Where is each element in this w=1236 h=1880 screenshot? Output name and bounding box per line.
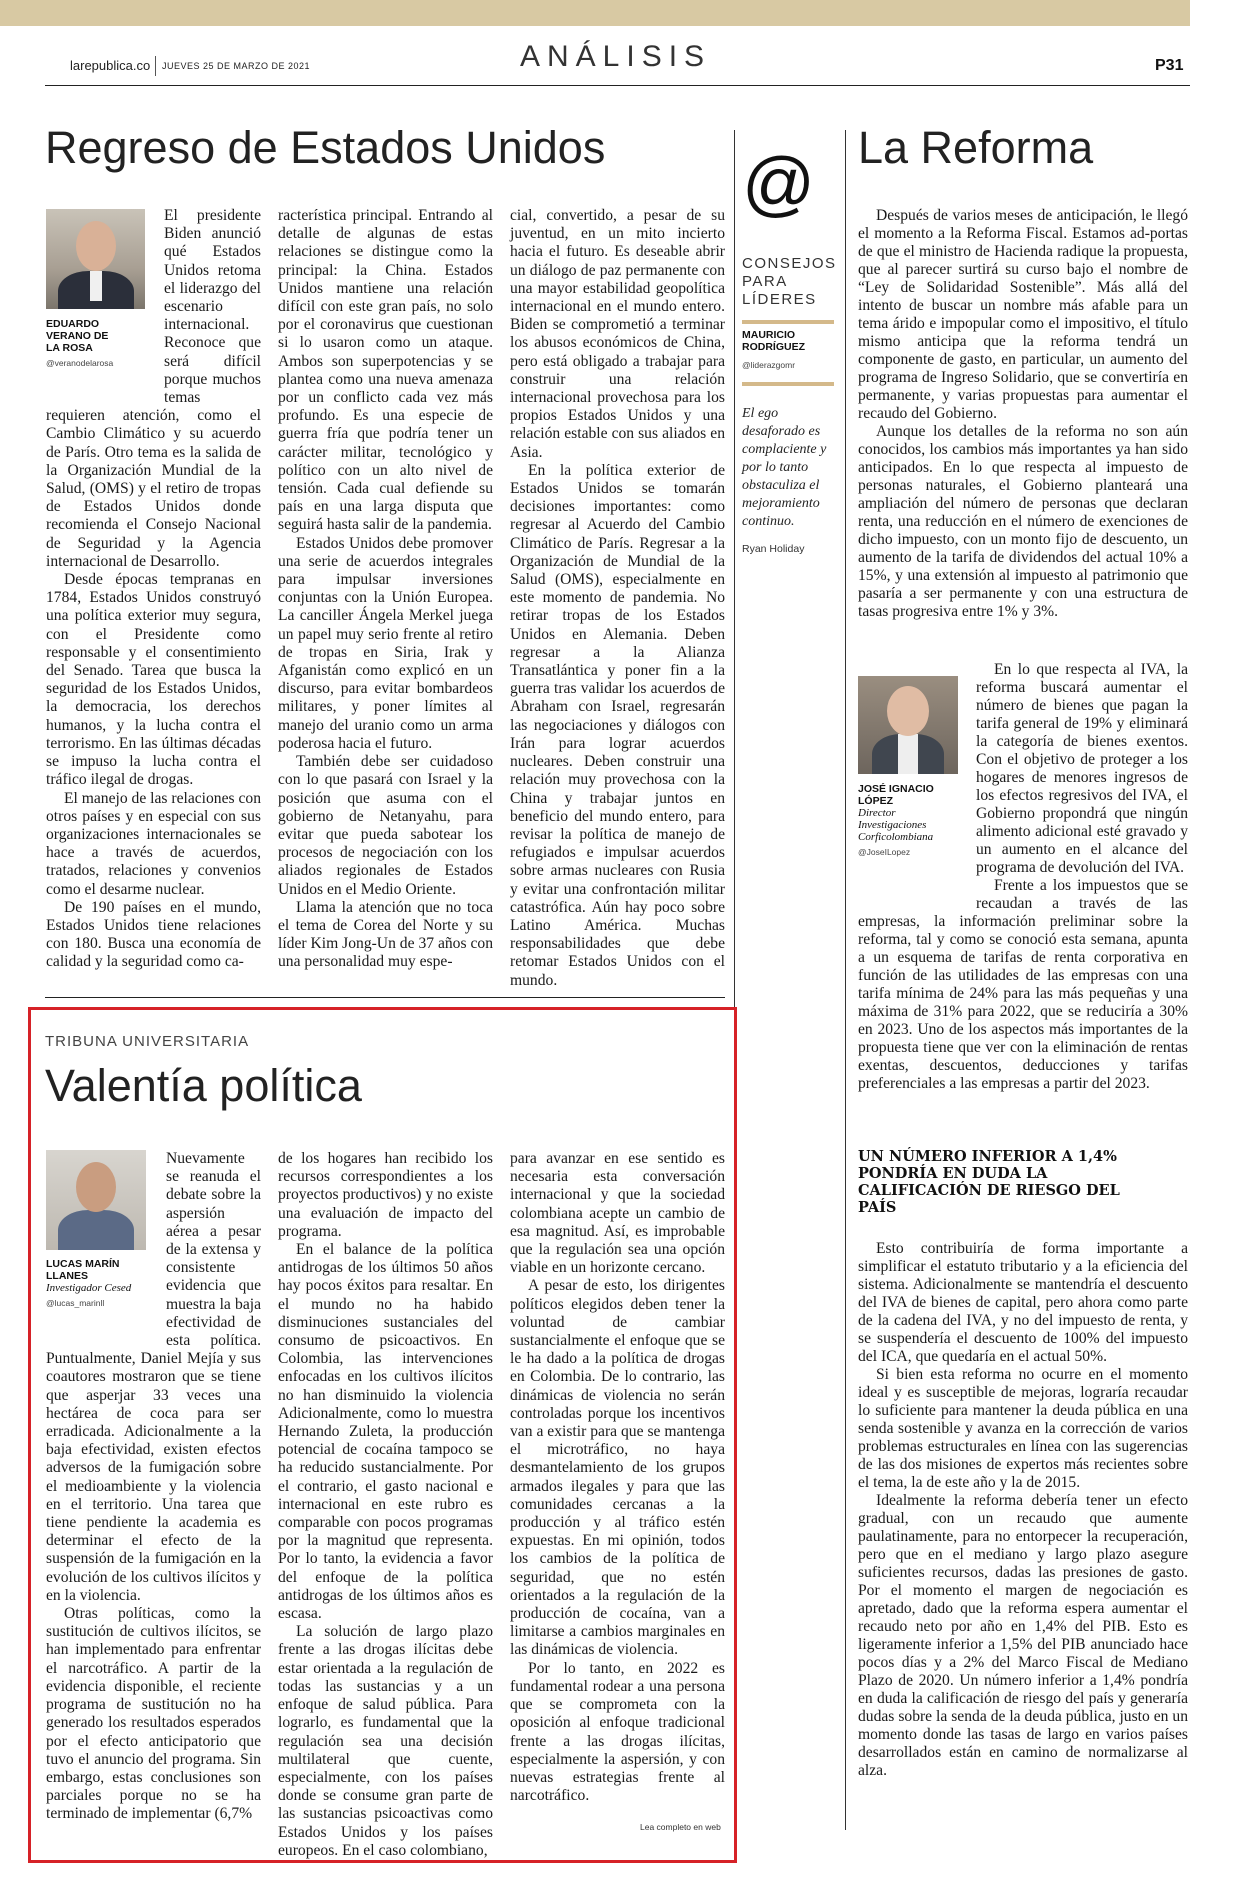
author-role: Corficolombiana: [858, 831, 934, 843]
header-rule: [45, 85, 1190, 86]
publication-date: JUEVES 25 DE MARZO DE 2021: [162, 61, 311, 71]
article-divider: [45, 997, 725, 998]
paragraph: cial, convertido, a pesar de su juventud, en un mito incierto hacia el futuro. Es deseable abrir un diálogo de paz permanente con una mayor estabilidad geopolítica internacional en el mundo entero. Biden se comprometió a terminar los abusos económicos de China, pero está obligado a trabajar para construir una relación internacional provechosa para los propios Estados Unidos y una relación estable con sus aliados en Asia.: [510, 207, 725, 461]
paragraph: de los hogares han recibido los recursos correspondientes a los proyectos productivos) y no existe una evaluación de impacto del programa.: [278, 1150, 493, 1240]
article1-column-1: [46, 207, 261, 972]
sidebar-author-line: RODRÍGUEZ: [742, 341, 805, 353]
sidebar-label-line: LÍDERES: [742, 291, 817, 308]
author-role: Investigaciones: [858, 819, 927, 831]
sidebar-author: [742, 329, 805, 353]
paragraph: Desde épocas tempranas en 1784, Estados Unidos construyó una política exterior muy segura, con el Presidente como responsable y el consentimiento del Senado. Tarea que busca la seguridad de los Estados Unidos, la democracia, los derechos humanos, y la lucha contra el terrorismo. En las últimas décadas se impuso la lucha contra el tráfico ilegal de drogas.: [46, 571, 261, 789]
paragraph: En el balance de la política antidrogas de los últimos 50 años hay pocos éxitos para resaltar. En el mundo no ha habido disminuciones sustanciales del consumo de psicoactivos. En Colombia, las intervenciones enfocadas en los cultivos ilícitos no han disminuido la violencia Adicionalmente, como lo muestra Hernando Zuleta, la producción potencial de cocaína tampoco se ha reducido sustancialmente. Por el contrario, el gasto nacional e internacional en este rubro es comparable con pocos programas por la magnitud que representa. Por lo tanto, la evidencia a favor del enfoque de la política antidrogas de los últimos años es escasa.: [278, 1241, 493, 1623]
paragraph: para avanzar en ese sentido es necesaria esta conversación internacional y que la sociedad colombiana acepte un cambio de esa magnitud. Así, es improbable que la regulación sea una opción viable en un horizonte cercano.: [510, 1150, 725, 1277]
paragraph: En lo que respecta al IVA, la reforma buscará aumentar el número de bienes que pagan la tarifa general de 19% y eliminará la categoría de bienes exentos. Con el objetivo de proteger a los hogares de menores ingresos de los efectos regresivos del IVA, el Gobierno propondrá que ningún alimento adicional esté gravado y un aumento en el alcance del programa de devolución del IVA.: [976, 661, 1188, 876]
sidebar-label-line: PARA: [742, 273, 788, 290]
article-kicker: TRIBUNA UNIVERSITARIA: [45, 1033, 250, 1050]
section-title: ANÁLISIS: [520, 40, 712, 73]
author-handle: @lucas_marinll: [46, 1298, 105, 1308]
author-name-line: LA ROSA: [46, 342, 93, 354]
paragraph: Llama la atención que no toca el tema de Corea del Norte y su líder Kim Jong-Un de 37 años con una personalidad muy espe-: [278, 898, 493, 971]
header-separator: [155, 56, 156, 76]
sidebar-gold-rule: [742, 382, 834, 386]
paragraph: Esto contribuiría de forma importante a simplificar el estatuto tributario y a la eficiencia del sistema. Adicionalmente se mantendría el descuento del IVA de bienes de capital, pero ahora como parte de la cadena del IVA, y no del impuesto de renta, y se suspendería el descuento de 100% del impuesto del ICA, que quedaría en el actual 50%.: [858, 1240, 1188, 1365]
sidebar-gold-rule: [742, 320, 834, 324]
sidebar-handle: @liderazgomr: [742, 360, 796, 370]
article2-body-bottom: [858, 1240, 1188, 1780]
article2-subhead: UN NÚMERO INFERIOR A 1,4% PONDRÍA EN DUDA LA CALIFICACIÓN DE RIESGO DEL PAÍS: [858, 1148, 1120, 1216]
author-name-line: VERANO DE: [46, 330, 109, 342]
author-name-line: JOSÉ IGNACIO: [858, 783, 934, 795]
paragraph: Después de varios meses de anticipación, le llegó el momento a la Reforma Fiscal. Estamos ad-portas de que el ministro de Hacienda radique la propuesta, que al parecer surtirá su curso bajo el nombre de “Ley de Solidaridad Sostenible”. Más allá del intento de buscar un nombre más afable para un tema árido e impopular como el impositivo, el título mismo anticipa que la reforma tendrá un componente de gasto, en particular, un aumento del programa de Ingreso Solidario, que se convertiría en permanente, y varias propuestas para aumentar el recaudo del Gobierno.: [858, 207, 1188, 422]
paragraph: De 190 países en el mundo, Estados Unidos tiene relaciones con 180. Busca una economía de calidad y la seguridad como ca-: [46, 898, 261, 971]
paragraph: La solución de largo plazo frente a las drogas ilícitas debe estar orientada a la regulación de todas las sustancias y a un enfoque de salud pública. Para lograrlo, es fundamental que la regulación sea una decisión multilateral que cuente, especialmente, con los países donde se consume gran parte de las sustancias psicoactivas como Estados Unidos y los países europeos. En el caso colombiano,: [278, 1623, 493, 1859]
paragraph: Frente a los impuestos que se recaudan a través de las empresas, la información preliminar sobre la reforma, tal y como se conoció esta semana, apunta a un esquema de tarifas de renta corporativa en función de las utilidades de las empresas con una tarifa mínima de 24% para las más pequeñas y una máxima de 31% para 2022, que se reduciría a 30% en 2023. Uno de los aspectos más importantes de la propuesta tiene que ver con la eliminación de rentas exentas, descuentos, deducciones y tarifas preferenciales a las empresas a partir del 2023.: [858, 877, 1188, 1092]
paragraph: El presidente Biden anunció qué Estados Unidos retoma el liderazgo del escenario internacional. Reconoce que será difícil porque muchos temas requieren atención, como el Cambio Climático y su acuerdo de París. Otro tema es la salida de la Organización Mundial de la Salud, (OMS) y el retiro de tropas de Estados Unidos donde recomienda el Consejo Nacional de Seguridad y la Agencia internacional de Desarrollo.: [46, 207, 261, 570]
paragraph: Estados Unidos debe promover una serie de acuerdos integrales para impulsar inversiones conjuntas con la Unión Europea. La canciller Ángela Merkel juega un papel muy serio frente al retiro de tropas en Siria, Irak y Afganistán como explicó en un discurso, para evitar bombardeos militares, y poner límites al manejo del uranio como un arma poderosa hacia el futuro.: [278, 534, 493, 752]
paragraph: Por lo tanto, en 2022 es fundamental rodear a una persona que se comprometa con la oposición al enfoque tradicional frente a las drogas ilícitas, especialmente la aspersión, y con nuevas estrategias frente al narcotráfico.: [510, 1659, 725, 1805]
paragraph: Aunque los detalles de la reforma no son aún conocidos, los cambios más importantes ya han sido anticipados. En lo que respecta al impuesto de personas naturales, el Gobierno planteará una ampliación del número de personas que declaran renta, una reducción en el número de exenciones de dicho impuesto, con un monto fijo de descuento, un aumento de la tarifa de dividendos del actual 10% a 15%, y una extensión al impuesto al patrimonio que pasaría a ser permanente y con una estructura de tasas progresiva entre 1% y 3%.: [858, 423, 1188, 620]
article-title-reforma: La Reforma: [858, 122, 1094, 173]
author-name-line: LÓPEZ: [858, 795, 894, 807]
site-name: larepublica.co: [70, 58, 151, 73]
article2-body-mid: [858, 661, 1188, 1093]
paragraph: Otras políticas, como la sustitución de cultivos ilícitos, se han implementado para enfrentar el narcotráfico. A partir de la evidencia disponible, el reciente programa de sustitución no ha generado los resultados esperados por el efecto anticipatorio que tuvo el anuncio del programa. Sin embargo, estas conclusiones son parciales porque no se ha terminado de implementar (6,7%: [46, 1605, 261, 1823]
author-role: Investigador Cesed: [46, 1282, 132, 1294]
paragraph: Nuevamente se reanuda el debate sobre la aspersión aérea a pesar de la extensa y consistente evidencia que muestra la baja efectividad de esta política. Puntualmente, Daniel Mejía y sus coautores mostraron que se tiene que asperjar 33 veces una hectárea de coca para ser erradicada. Adicionalmente a la baja efectividad, existen efectos adversos de la fumigación sobre el medioambiente y la violencia en el territorio. Una tarea que tiene pendiente la academia es determinar el efecto de la suspensión de la fumigación en la evolución de los cultivos ilícitos y en la violencia.: [46, 1150, 261, 1604]
read-more-link[interactable]: Lea completo en web: [640, 1822, 721, 1832]
article3-column-3: [510, 1150, 725, 1805]
paragraph: racterística principal. Entrando al detalle de algunas de estas relaciones se distingue como la principal: la China. Estados Unidos mantiene una relación difícil con este gran país, no solo por el coronavirus que cuestionan si lo usaron como un ataque. Ambos son superpotencias y se plantea como una nueva amenaza por un conflicto cada vez más profundo. Es una especie de guerra fría que podría tener un carácter militar, tecnológico y político con un alto nivel de tensión. Cada cual defiende su país en una larga disputa que seguirá hasta salir de la pandemia.: [278, 207, 493, 534]
sidebar-quote: El ego desaforado es complaciente y por lo tanto obstaculiza el mejoramiento continuo.: [742, 406, 827, 529]
article3-column-2: [278, 1150, 493, 1860]
author-handle: @veranodelarosa: [46, 358, 114, 368]
author-name-line: EDUARDO: [46, 318, 100, 330]
article2-body-top: [858, 207, 1188, 621]
article1-column-2: [278, 207, 493, 972]
article3-column-1: [46, 1150, 261, 1824]
paragraph: Idealmente la reforma debería tener un efecto gradual, con un recaudo que aumente paulatinamente, para no entorpecer la recuperación, pero que en el mediano y largo plazo asegure suficientes recursos, dadas las presiones de gasto. Por el momento el margen de negociación es apretado, dado que la reforma espera aumentar el recaudo neto por año en 1,4% del PIB. Esto es ligeramente inferior a 1,5% del PIB anunciado hace pocos días y a 2% del Marco Fiscal de Mediano Plazo de 2020. Un número inferior a 1,4% pondría en duda la calificación de riesgo del país y generaría dudas sobre la senda de la deuda pública, justo en un momento donde las tasas de largo en varios países desarrollados están en camino de normalizarse al alza.: [858, 1492, 1188, 1779]
author-role: Director: [858, 807, 896, 819]
article-title-regreso: Regreso de Estados Unidos: [45, 122, 606, 173]
article1-column-3: [510, 207, 725, 990]
sidebar-label-line: CONSEJOS: [742, 255, 837, 272]
at-symbol-icon: @: [742, 144, 816, 224]
sidebar-author-line: MAURICIO: [742, 329, 796, 341]
author-name-line: LLANES: [46, 1270, 88, 1282]
sidebar-quote-source: Ryan Holiday: [742, 543, 805, 555]
top-accent-bar: [0, 0, 1190, 26]
sidebar-label: [742, 255, 837, 309]
paragraph: Si bien esta reforma no ocurre en el momento ideal y es susceptible de mejoras, lograría recaudar lo suficiente para mantener la deuda pública en una senda sostenible y avanza en la corrección de varios problemas estructurales en línea con las sugerencias de las dos misiones de expertos más recientes sobre el tema, la de este año y la de 2015.: [858, 1366, 1188, 1491]
article-title-valentia: Valentía política: [45, 1060, 362, 1111]
author-handle: @JoseILopez: [858, 847, 911, 857]
paragraph: El manejo de las relaciones con otros países y en especial con sus organizaciones internacionales se hace a través de acuerdos, tratados, relaciones y convenios como el desarme nuclear.: [46, 789, 262, 898]
paragraph: A pesar de esto, los dirigentes políticos elegidos deben tener la voluntad de cambiar sustancialmente el enfoque que se le ha dado a la política de drogas en Colombia. De lo contrario, las dinámicas de violencia no serán controladas porque los incentivos van a existir para que se mantenga el microtráfico, no haya desmantelamiento de los grupos armados ilegales y para que las comunidades cercanas a la producción y al tráfico estén expuestas. En mi opinión, todos los cambios de la política de seguridad, que no estén orientados a la regulación de la producción de cocaína, van a limitarse a cambios marginales en las dinámicas de violencia.: [510, 1277, 725, 1659]
paragraph: También debe ser cuidadoso con lo que pasará con Israel y la posición que asuma con el gobierno de Netanyahu, para evitar que pueda sabotear los procesos de negociación con los aliados regionales de Estados Unidos en el Medio Oriente.: [278, 753, 493, 898]
author-name-line: LUCAS MARÍN: [46, 1258, 120, 1270]
paragraph: En la política exterior de Estados Unidos se tomarán decisiones importantes: como regresar al Acuerdo del Cambio Climático de París. Regresar a la Organización de Mundial de la Salud (OMS), especialmente en este momento de pandemia. No retirar tropas de los Estados Unidos en Alemania. Deben regresar a la Alianza Transatlántica y poner fin a la guerra tras validar los acuerdos de Abraham con Israel, regresarán las negociaciones y diálogos con Irán para lograr acuerdos nucleares. Deben construir una relación muy provechosa con la China y trabajar juntos en beneficio del mundo entero, para revisar la política de manejo de refugiados e impulsar acuerdos sobre armas nucleares con Rusia y evitar una confrontación militar catastrófica. Aún hay poco sobre Latino América. Muchas responsabilidades que debe retomar Estados Unidos con el mundo.: [510, 461, 725, 989]
page-number: P31: [1155, 57, 1184, 74]
